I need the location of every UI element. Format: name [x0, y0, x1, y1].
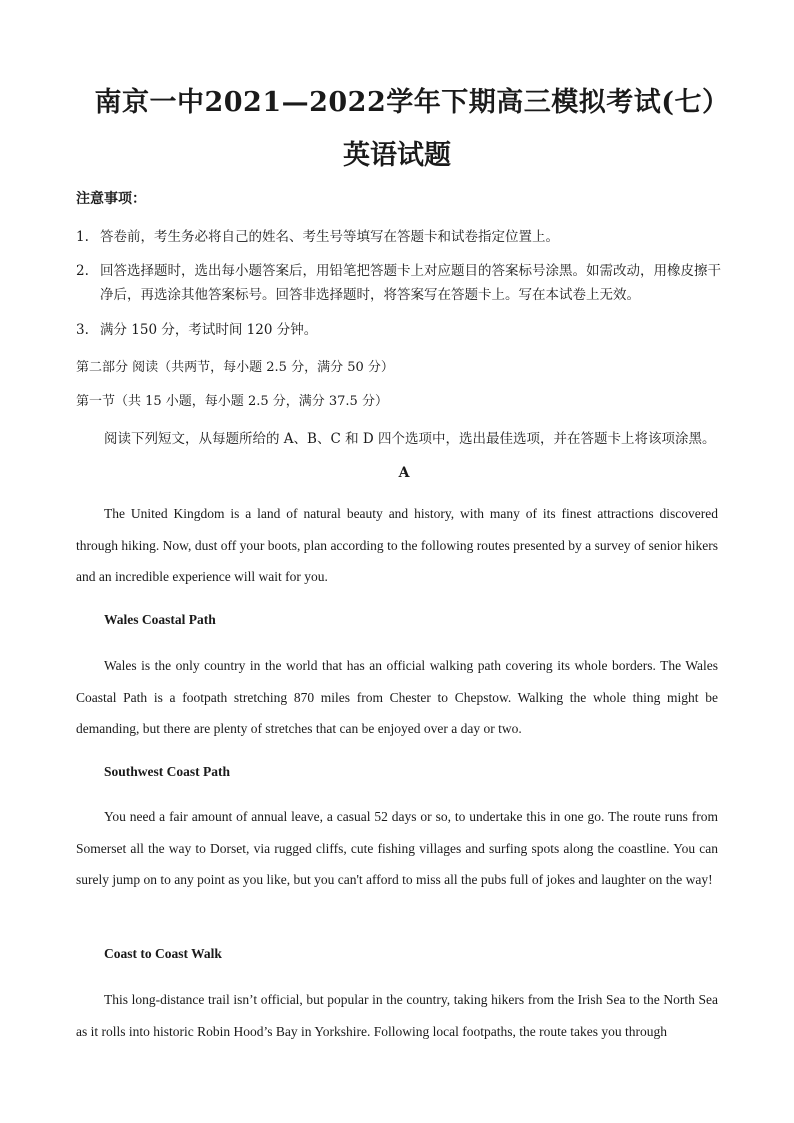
route-paragraph: You need a fair amount of annual leave, a casual 52 days or so, to undertake this in one go. The route runs from Somerset all the way to Dorset, via rugged cliffs, cute fishing villages and surfing spots along the coastline. You can surely jump on to any point as you like, but you can't afford to miss all the pubs full of jokes and laughter on the way! [76, 809, 718, 887]
notice-item-text: 满分 150 分，考试时间 120 分钟。 [100, 322, 318, 338]
notice-item-number: 2. [76, 263, 89, 279]
section-heading: 第一节（共 15 小题，每小题 2.5 分，满分 37.5 分） [76, 394, 388, 409]
part-heading: 第二部分 阅读（共两节，每小题 2.5 分，满分 50 分） [76, 360, 394, 375]
exam-subtitle: 英语试题 [343, 140, 451, 171]
notice-item-1 [76, 225, 726, 249]
route-paragraph: Wales is the only country in the world that has an official walking path covering its whole borders. The Wales Coastal Path is a footpath stretching 870 miles from Chester to Chepstow. Walking the whole thing might be demanding, but there are plenty of stretches that can be enjoyed over a day or two. [76, 658, 718, 736]
notice-item-text: 回答选择题时，选出每小题答案后，用铅笔把答题卡上对应题目的答案标号涂黑。如需改动，用橡皮擦干净后，再选涂其他答案标号。回答非选择题时，将答案写在答题卡上。写在本试卷上无效。 [100, 263, 721, 303]
notice-heading: 注意事项： [76, 191, 146, 207]
route-paragraph: This long-distance trail isn’t official, but popular in the country, taking hikers from the Irish Sea to the North Sea as it rolls into historic Robin Hood’s Bay in Yorkshire. Following local footpaths, the route takes you through [76, 992, 718, 1039]
notice-item-number: 1. [76, 229, 89, 245]
passage-intro: The United Kingdom is a land of natural beauty and history, with many of its finest attractions discovered through hiking. Now, dust off your boots, plan according to the following routes presented by a survey of senior hikers and an incredible experience will wait for you. [76, 506, 718, 584]
notice-item-3 [76, 318, 726, 342]
notice-item-number: 3. [76, 322, 89, 338]
exam-title: 南京一中2021—2022学年下期高三模拟考试(七） [94, 87, 730, 118]
route-title: Southwest Coast Path [104, 764, 231, 779]
route-title: Coast to Coast Walk [104, 946, 222, 961]
passage-letter: A [398, 465, 410, 481]
notice-item-2 [76, 259, 726, 307]
reading-instruction: 阅读下列短文，从每题所给的 A、B、C 和 D 四个选项中，选出最佳选项，并在答题卡上将该项涂黑。 [104, 431, 716, 447]
route-title: Wales Coastal Path [104, 612, 216, 627]
notice-item-text: 答卷前，考生务必将自己的姓名、考生号等填写在答题卡和试卷指定位置上。 [100, 229, 559, 245]
